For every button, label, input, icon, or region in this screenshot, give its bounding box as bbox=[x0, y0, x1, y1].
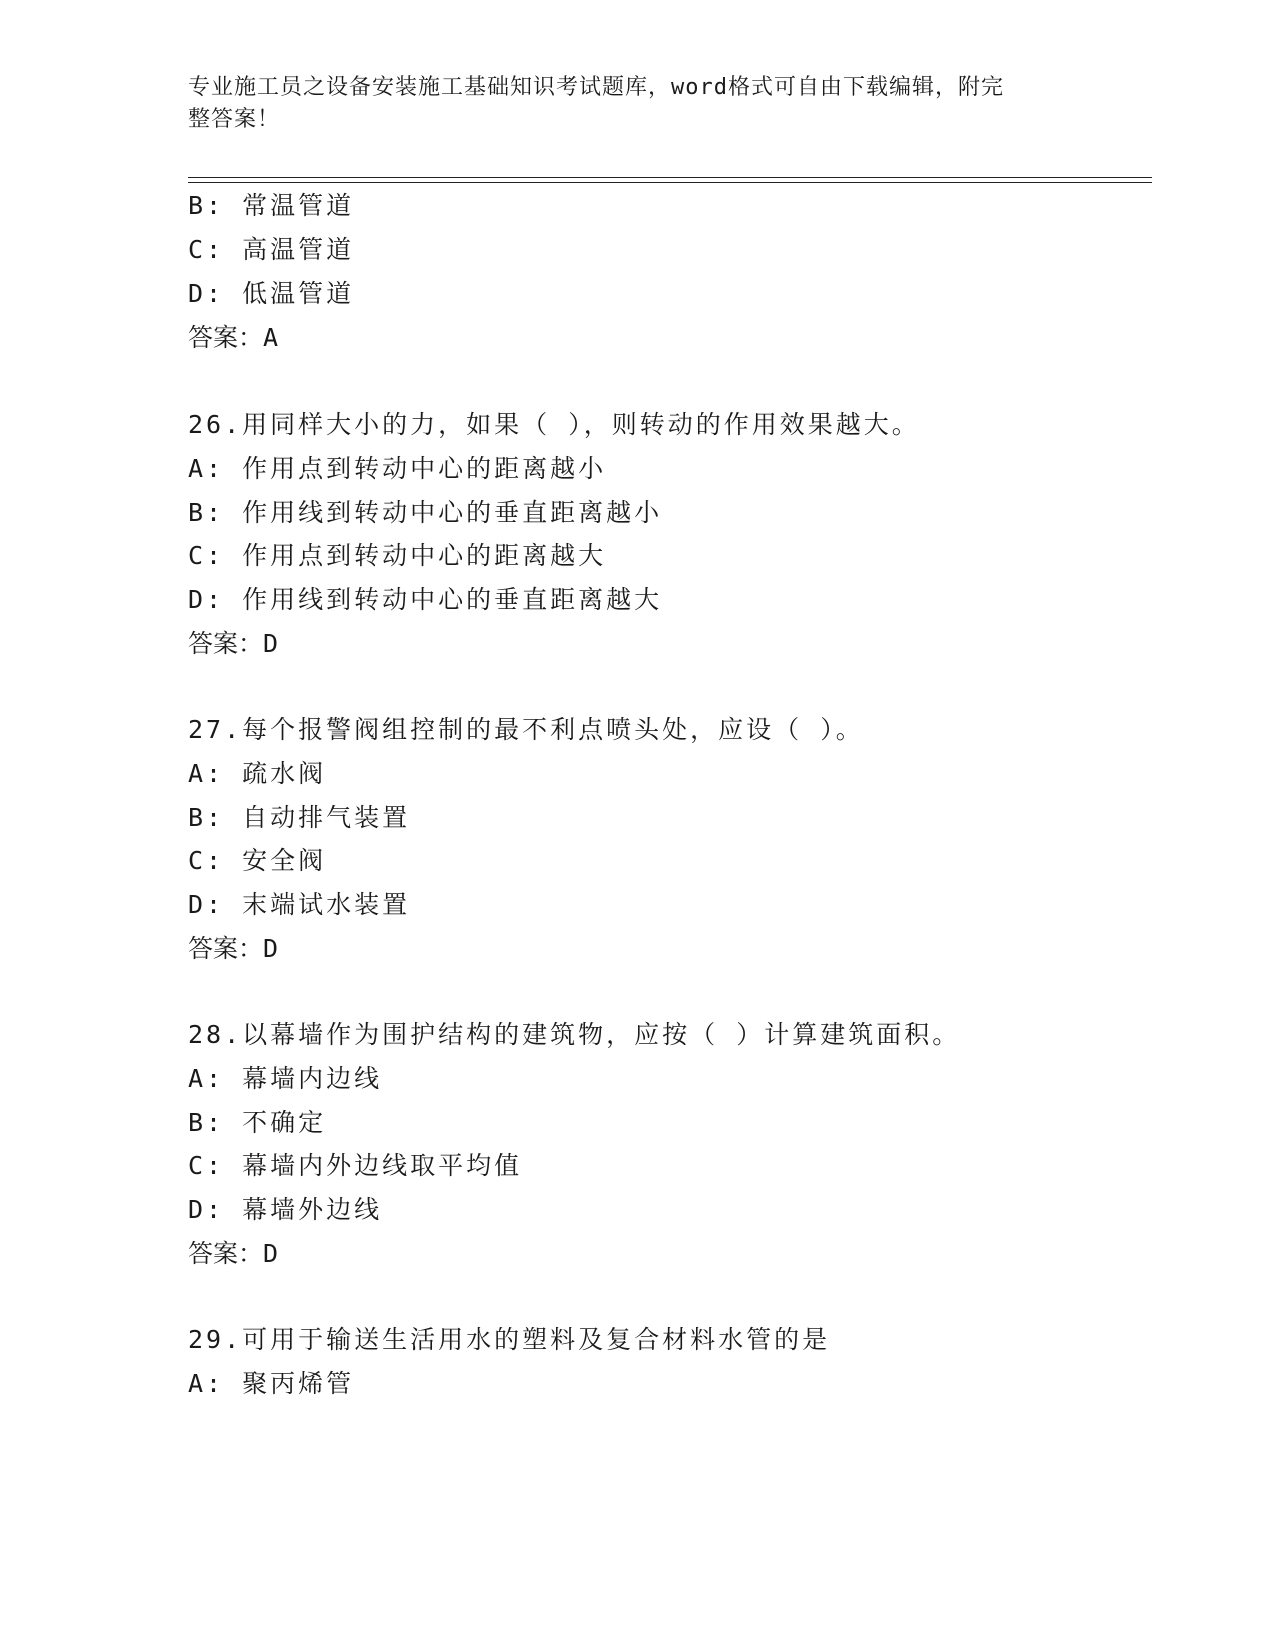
q27-option-b: B: 自动排气装置 bbox=[188, 803, 411, 832]
q28-option-d: D: 幕墙外边线 bbox=[188, 1195, 383, 1224]
header-line-1: 专业施工员之设备安装施工基础知识考试题库，word格式可自由下载编辑，附完 bbox=[188, 75, 1004, 100]
answer-value: D bbox=[263, 629, 279, 658]
q25-option-b: B: 常温管道 bbox=[188, 191, 355, 220]
q26-option-c: C: 作用点到转动中心的距离越大 bbox=[188, 541, 607, 570]
answer-label: 答案： bbox=[188, 934, 264, 963]
answer-value: A bbox=[263, 323, 279, 352]
q29-option-a: A: 聚丙烯管 bbox=[188, 1369, 355, 1398]
q29-question: 29.可用于输送生活用水的塑料及复合材料水管的是 bbox=[188, 1325, 831, 1354]
q26-option-b: B: 作用线到转动中心的垂直距离越小 bbox=[188, 498, 663, 527]
q28-answer bbox=[188, 1238, 278, 1270]
q28-option-c: C: 幕墙内外边线取平均值 bbox=[188, 1151, 523, 1180]
q26-option-d: D: 作用线到转动中心的垂直距离越大 bbox=[188, 585, 663, 614]
q27-option-c: C: 安全阀 bbox=[188, 846, 327, 875]
q28-option-a: A: 幕墙内边线 bbox=[188, 1064, 383, 1093]
q25-option-d: D: 低温管道 bbox=[188, 279, 355, 308]
q27-option-d: D: 末端试水装置 bbox=[188, 890, 411, 919]
header-line-2: 整答案！ bbox=[188, 107, 281, 132]
q26-answer bbox=[188, 628, 278, 660]
q28-option-b: B: 不确定 bbox=[188, 1108, 327, 1137]
q25-answer bbox=[188, 322, 278, 354]
answer-value: D bbox=[263, 934, 279, 963]
answer-label: 答案： bbox=[188, 629, 264, 658]
q25-option-c: C: 高温管道 bbox=[188, 235, 355, 264]
q28-question: 28.以幕墙作为围护结构的建筑物，应按（ ）计算建筑面积。 bbox=[188, 1020, 961, 1049]
header-divider-top bbox=[188, 177, 1152, 178]
answer-label: 答案： bbox=[188, 1239, 264, 1268]
header-divider-bottom bbox=[188, 182, 1152, 183]
answer-value: D bbox=[263, 1239, 279, 1268]
q27-question: 27.每个报警阀组控制的最不利点喷头处，应设（ ）。 bbox=[188, 715, 864, 744]
q26-option-a: A: 作用点到转动中心的距离越小 bbox=[188, 454, 607, 483]
q26-question: 26.用同样大小的力，如果（ ），则转动的作用效果越大。 bbox=[188, 410, 920, 439]
q27-answer bbox=[188, 933, 278, 965]
document-header bbox=[188, 72, 1088, 136]
answer-label: 答案： bbox=[188, 323, 264, 352]
q27-option-a: A: 疏水阀 bbox=[188, 759, 327, 788]
